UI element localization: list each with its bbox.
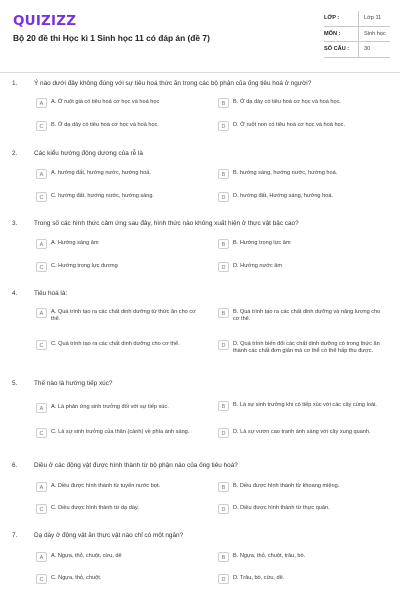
question-text: Thế nào là hướng tiếp xúc? (34, 380, 113, 387)
option-text: D. Hướng nước âm (233, 263, 283, 269)
option-text: B. hướng sáng, hướng nước, hướng hoá. (233, 170, 338, 176)
meta-row-class (324, 11, 390, 26)
option-letter-badge: C (36, 504, 47, 514)
option-letter-badge: A (36, 239, 47, 249)
option-letter-badge: C (36, 192, 47, 202)
document-title: Bộ 20 đề thi Học kì 1 Sinh học 11 có đáp án (đề 7) (13, 33, 210, 43)
option-text: C. Ngựa, thỏ, chuột. (51, 575, 102, 581)
option-text: A. Ở ruột già có tiêu hoá cơ học và hoá học (51, 99, 160, 105)
option-text: C. hướng đất, hướng nước, hướng sáng. (51, 193, 155, 199)
option-letter-badge: A (36, 403, 47, 413)
option-text: D. Diều được hình thành từ thực quản. (233, 505, 330, 511)
option-letter-badge: B (218, 169, 229, 179)
meta-row-subject (324, 26, 390, 42)
option-text: A. Là phản ứng sinh trưởng đối với sự tiếp xúc. (51, 404, 169, 410)
option-text: D. Trâu, bò, cừu, dê. (233, 575, 285, 581)
option-text: C. Quá trình tạo ra các chất dinh dưỡng cho cơ thể. (51, 341, 180, 347)
option-text: C. Là sự sinh trưởng của thân (cành) về phía ánh sáng. (51, 429, 190, 435)
option-text: B. Diều được hình thành từ khoang miệng. (233, 483, 340, 489)
option-letter-badge: B (218, 239, 229, 249)
option-letter-badge: C (36, 121, 47, 131)
option-text: D. Quá trình biến đổi các chất dinh dưỡng có trong thức ăn thành các chất đơn giản mà cơ thể có thể hấp thu được. (233, 341, 380, 354)
quizizz-logo: QUIZIZZ (13, 13, 77, 29)
meta-label-count: SỐ CÂU : (324, 42, 359, 58)
option-text: D. Là sự vươn cao tranh ánh sáng với cây xung quanh. (233, 429, 371, 435)
header (0, 0, 400, 66)
option-text: D. hướng đất, Hướng sáng, hướng hoá. (233, 193, 333, 199)
question-number: 7. (12, 532, 18, 539)
option-letter-badge: C (36, 574, 47, 584)
option-text: C. Diều được hình thành từ dạ dày. (51, 505, 139, 511)
option-letter-badge: B (218, 308, 229, 318)
option-text: B. Hướng trọng lực âm (233, 240, 291, 246)
option-letter-badge: C (36, 262, 47, 272)
option-text: A. hướng đất, hướng nước, hướng hoá. (51, 170, 151, 176)
header-divider (0, 72, 400, 73)
question-number: 3. (12, 220, 18, 227)
option-text: B. Ở dạ dày có tiêu hoá cơ học và hoá học. (51, 122, 159, 128)
meta-value-class: Lớp 11 (359, 11, 391, 26)
option-text: B. Quá trình tạo ra các chất dinh dưỡng và năng lượng cho cơ thể. (233, 309, 381, 322)
meta-value-subject: Sinh học (359, 26, 391, 42)
question-number: 1. (12, 80, 18, 87)
question-number: 2. (12, 150, 18, 157)
question-number: 4. (12, 290, 18, 297)
question-text: Các kiểu hướng động dương của rễ là (34, 150, 143, 157)
question-number: 5. (12, 380, 18, 387)
option-letter-badge: D (218, 428, 229, 438)
option-text: B. Ở dạ dày có tiêu hoá cơ học và hoá học. (233, 99, 341, 105)
question-text: Dạ dày ở động vật ăn thực vật nào chỉ có một ngăn? (34, 532, 184, 539)
option-text: B. Ngựa, thỏ, chuột, trâu, bò. (233, 553, 306, 559)
meta-label-class: LỚP : (324, 11, 359, 26)
option-letter-badge: C (36, 428, 47, 438)
option-letter-badge: A (36, 552, 47, 562)
meta-row-count (324, 42, 390, 58)
meta-label-subject: MÔN : (324, 26, 359, 42)
option-letter-badge: D (218, 192, 229, 202)
option-letter-badge: A (36, 169, 47, 179)
option-text: A. Diều được hình thành từ tuyến nước bọt. (51, 483, 161, 489)
option-text: C. Hướng trọng lực dương (51, 263, 118, 269)
question-text: Diều ở các động vật được hình thành từ bộ phận nào của ống tiêu hoá? (34, 462, 238, 469)
option-letter-badge: D (218, 574, 229, 584)
option-letter-badge: D (218, 340, 229, 350)
option-letter-badge: A (36, 308, 47, 318)
option-text: B. Là sự sinh trưởng khi có tiếp xúc với các cây cùng loài. (233, 402, 377, 408)
question-text: Tiêu hoá là: (34, 290, 68, 297)
option-letter-badge: B (218, 401, 229, 411)
option-text: A. Hướng sáng âm (51, 240, 99, 246)
question-text: Trong số các hình thức cảm ứng sau đây, hình thức nào không xuất hiện ở thực vật bậc cao? (34, 220, 299, 227)
question-text: Ý nào dưới đây không đúng với sự tiêu hoá thức ăn trong các bộ phận của ống tiêu hoá ở người? (34, 80, 312, 87)
option-letter-badge: D (218, 262, 229, 272)
question-number: 6. (12, 462, 18, 469)
option-letter-badge: B (218, 98, 229, 108)
meta-value-count: 30 (359, 42, 391, 58)
option-letter-badge: C (36, 340, 47, 350)
option-letter-badge: A (36, 98, 47, 108)
meta-table (324, 11, 390, 58)
option-text: A. Quá trình tạo ra các chất dinh dưỡng từ thức ăn cho cơ thể. (51, 309, 196, 322)
option-letter-badge: D (218, 121, 229, 131)
option-text: D. Ở ruột non có tiêu hoá cơ học và hoá học. (233, 122, 346, 128)
option-letter-badge: A (36, 482, 47, 492)
option-letter-badge: B (218, 552, 229, 562)
option-text: A. Ngựa, thỏ, chuột, cừu, dê (51, 553, 122, 559)
option-letter-badge: B (218, 482, 229, 492)
option-letter-badge: D (218, 504, 229, 514)
